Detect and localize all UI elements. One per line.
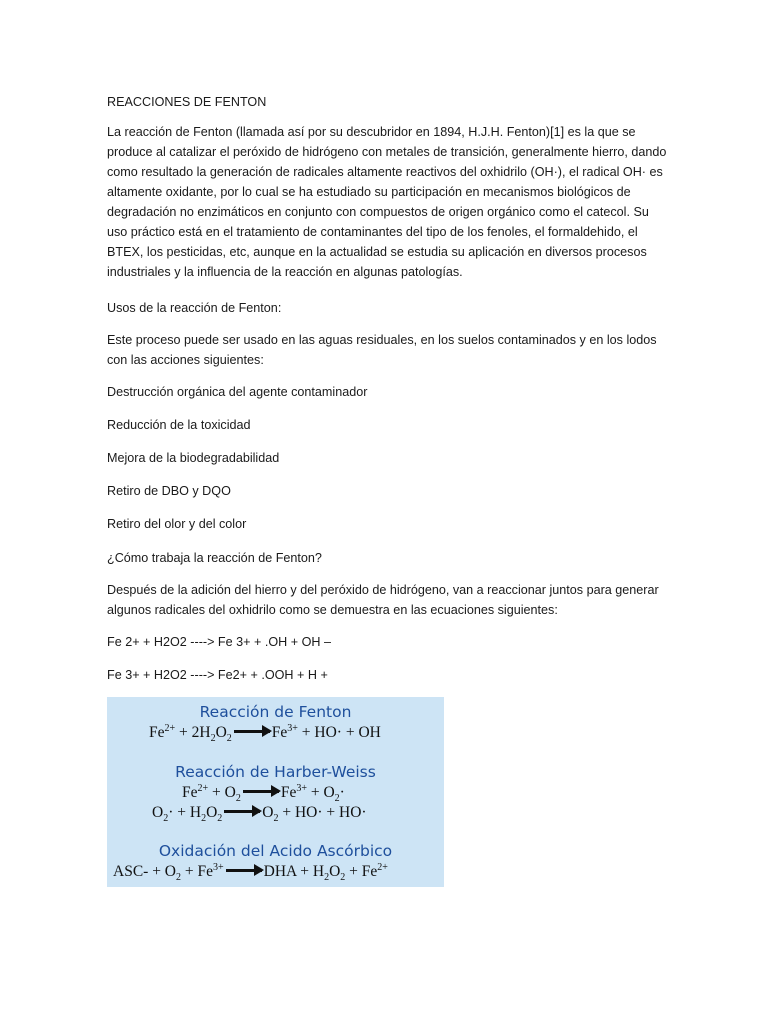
- question-heading: ¿Cómo trabaja la reacción de Fenton?: [107, 551, 322, 565]
- right-arrow-icon: [234, 730, 270, 733]
- description-paragraph: Después de la adición del hierro y del peróxido de hidrógeno, van a reaccionar juntos para generar algunos radicales del oxhidrilo como se demuestra en las ecuaciones siguientes:: [107, 583, 659, 617]
- right-arrow-icon: [224, 810, 260, 813]
- list-item: Reducción de la toxicidad: [107, 418, 251, 432]
- harber-weiss-heading: Reacción de Harber-Weiss: [175, 763, 376, 781]
- harber-weiss-equation-2: $O_2\cdot + H_2O_2$ $O_2 + HO\cdot + HO\cdot$: [152, 804, 367, 825]
- list-item: Retiro de DBO y DQO: [107, 484, 231, 498]
- actions-list: [107, 382, 367, 547]
- harber-weiss-equation-1: $Fe^{2+} + O_2$ $Fe^{3+} + O_2\cdot$: [182, 782, 345, 805]
- list-item: Destrucción orgánica del agente contaminador: [107, 385, 368, 399]
- page-title: REACCIONES DE FENTON: [107, 95, 267, 109]
- reactions-figure: [107, 697, 444, 887]
- right-arrow-icon: [226, 869, 262, 872]
- fenton-heading: Reacción de Fenton: [199, 703, 352, 721]
- list-item: Mejora de la biodegradabilidad: [107, 451, 280, 465]
- usos-heading: Usos de la reacción de Fenton:: [107, 301, 282, 315]
- process-paragraph: Este proceso puede ser usado en las aguas residuales, en los suelos contaminados y en los lodos con las acciones siguientes:: [107, 333, 657, 367]
- equation-1: Fe 2+ + H2O2 ----> Fe 3+ + .OH + OH –: [107, 635, 331, 649]
- fenton-equation: $Fe^{2+} + 2H_2O_2$ $Fe^{3+} + HO\cdot$ + OH: [149, 722, 381, 745]
- ascorbic-heading: Oxidación del Acido Ascórbico: [158, 842, 393, 860]
- list-item: Retiro del olor y del color: [107, 517, 247, 531]
- right-arrow-icon: [243, 790, 279, 793]
- ascorbic-equation: $ASC- + O_2 + Fe^{3+}$ DHA + $H_2O_2 + Fe^{2+}$: [113, 861, 388, 884]
- intro-paragraph: La reacción de Fenton (llamada así por su descubridor en 1894, H.J.H. Fenton)[1] es la que se produce al catalizar el peróxido de hidrógeno con metales de transición, generalmente hierro, dando como resultado la generación de radicales altamente reactivos del oxhidrilo (OH·), el radical OH· es altamente oxidante, por lo cual se ha estudiado su participación en mecanismos biológicos de degradación no enzimáticos en conjunto con compuestos de origen orgánico como el catecol. Su uso práctico está en el tratamiento de contaminantes del tipo de los fenoles, el formaldehido, el BTEX, los pesticidas, etc, aunque en la actualidad se estudia su aplicación en diversos procesos industriales y la influencia de la reacción en algunas patologías.: [107, 125, 667, 279]
- equation-2: Fe 3+ + H2O2 ----> Fe2+ + .OOH + H +: [107, 668, 328, 682]
